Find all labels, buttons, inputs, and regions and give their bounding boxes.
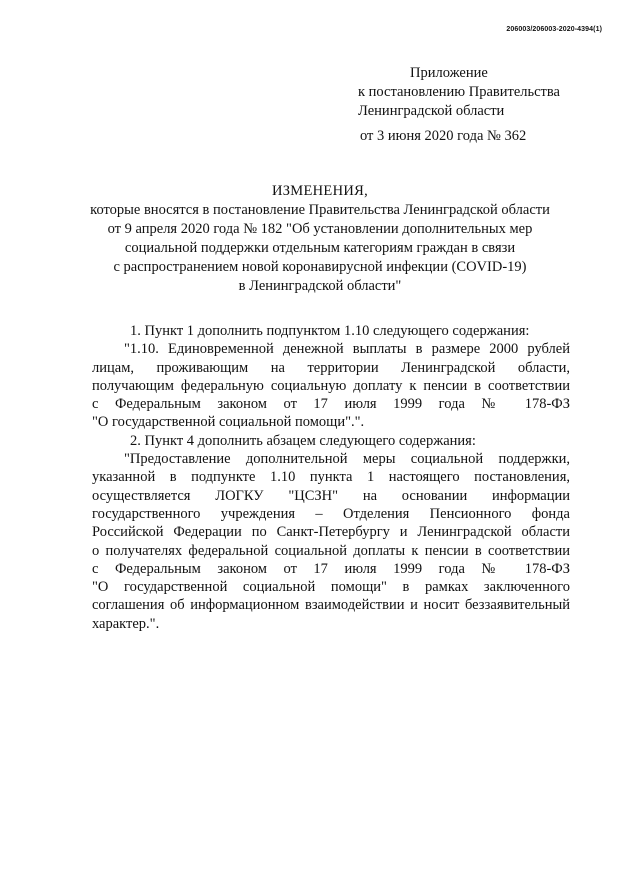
item2-quoted-text [92, 450, 570, 633]
text-line: государственного учреждения – Отделения Пенсионного фонда [92, 505, 570, 522]
title-line: с распространением новой коронавирусной инфекции (COVID-19) [113, 259, 527, 275]
item2-intro: 2. Пункт 4 дополнить абзацем следующего содержания: [130, 432, 476, 449]
appendix-region: Ленинградской области [358, 103, 505, 119]
text-line: указанной в подпункте 1.10 пункта 1 настоящего постановления, [92, 469, 570, 486]
text-line: лицам, проживающим на территории Ленинградской области, [92, 359, 570, 376]
title-heading: ИЗМЕНЕНИЯ, [271, 183, 369, 199]
text-line: получающим федеральную социальную доплату к пенсии в соответствии [92, 377, 570, 394]
text-line: "О государственной социальной помощи".". [92, 414, 365, 431]
text-line: о получателях федеральной социальной доплаты к пенсии в соответствии [92, 542, 570, 559]
appendix-label: Приложение [410, 65, 488, 81]
document-body [92, 322, 570, 633]
appendix-header [358, 64, 608, 146]
text-line: характер.". [92, 615, 160, 632]
text-line: с Федеральным законом от 17 июля 1999 года № 178-ФЗ [92, 560, 570, 577]
title-line: которые вносятся в постановление Правительства Ленинградской области [90, 202, 550, 218]
text-line: соглашения об информационном взаимодействии и носит беззаявительный [92, 597, 570, 614]
appendix-resolution-ref: к постановлению Правительства [358, 84, 560, 100]
title-line: в Ленинградской области" [238, 278, 402, 294]
text-line: "1.10. Единовременной денежной выплаты в размере 2000 рублей [124, 341, 570, 358]
text-line: осуществляется ЛОГКУ "ЦСЗН" на основании информации [92, 487, 570, 504]
document-title [70, 182, 570, 296]
text-line: Российской Федерации по Санкт-Петербургу и Ленинградской области [92, 524, 570, 541]
item1-quoted-text [92, 340, 570, 431]
title-line: социальной поддержки отдельным категориям граждан в связи [124, 240, 516, 256]
text-line: с Федеральным законом от 17 июля 1999 года № 178-ФЗ [92, 396, 570, 413]
appendix-date-number: от 3 июня 2020 года № 362 [360, 128, 527, 144]
item1-intro: 1. Пункт 1 дополнить подпунктом 1.10 следующего содержания: [130, 323, 530, 339]
text-line: "О государственной социальной помощи" в рамках заключенного [92, 579, 570, 596]
text-line: "Предоставление дополнительной меры социальной поддержки, [124, 451, 570, 468]
title-line: от 9 апреля 2020 года № 182 "Об установлении дополнительных мер [107, 221, 533, 237]
document-id: 206003/206003-2020-4394(1) [506, 26, 602, 33]
